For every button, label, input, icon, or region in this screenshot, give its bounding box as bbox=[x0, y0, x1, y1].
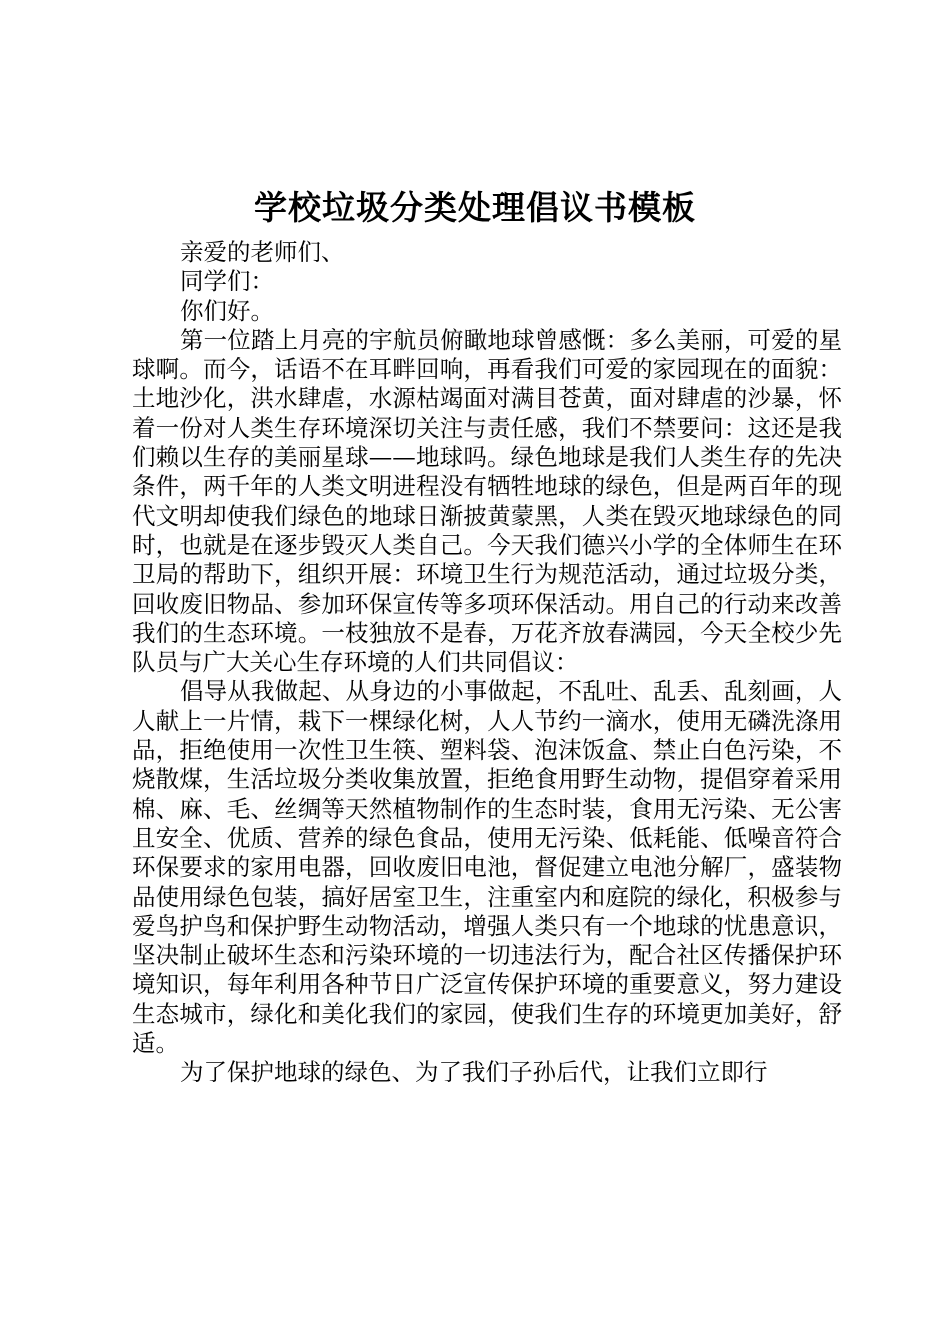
paragraph-proposal: 倡导从我做起、从身边的小事做起，不乱吐、乱丢、乱刻画，人人献上一片情，栽下一棵绿化树，人人节约一滴水，使用无磷洗涤用品，拒绝使用一次性卫生筷、塑料袋、泡沫饭盒、禁止白色污染，不烧散煤，生活垃圾分类收集放置，拒绝食用野生动物，提倡穿着采用棉、麻、毛、丝绸等天然植物制作的生态时装，食用无污染、无公害且安全、优质、营养的绿色食品，使用无污染、低耗能、低噪音符合环保要求的家用电器，回收废旧电池，督促建立电池分解厂，盛装物品使用绿色包装，搞好居室卫生，注重室内和庭院的绿化，积极参与爱鸟护鸟和保护野生动物活动，增强人类只有一个地球的忧患意识，坚决制止破坏生态和污染环境的一切违法行为，配合社区传播保护环境知识，每年利用各种节日广泛宣传保护环境的重要意义，努力建设生态城市，绿化和美化我们的家园，使我们生存的环境更加美好，舒适。 bbox=[132, 677, 842, 1058]
salutation-teachers: 亲爱的老师们、 bbox=[180, 238, 345, 266]
paragraph-intro: 第一位踏上月亮的宇航员俯瞰地球曾感慨：多么美丽，可爱的星球啊。而今，话语不在耳畔回响，再看我们可爱的家园现在的面貌：土地沙化，洪水肆虐，水源枯竭面对满目苍黄，面对肆虐的沙暴，怀着一份对人类生存环境深切关注与责任感，我们不禁要问：这还是我们赖以生存的美丽星球——地球吗。绿色地球是我们人类生存的先决条件，两千年的人类文明进程没有牺牲地球的绿色，但是两百年的现代文明却使我们绿色的地球日渐披黄蒙黑，人类在毁灭地球绿色的同时，也就是在逐步毁灭人类自己。今天我们德兴小学的全体师生在环卫局的帮助下，组织开展：环境卫生行为规范活动，通过垃圾分类，回收废旧物品、参加环保宣传等多项环保活动。用自己的行动来改善我们的生态环境。一枝独放不是春，万花齐放春满园，今天全校少先队员与广大关心生存环境的人们共同倡议： bbox=[132, 325, 842, 677]
paragraph-closing: 为了保护地球的绿色、为了我们子孙后代，让我们立即行 bbox=[180, 1058, 768, 1087]
salutation-students: 同学们： bbox=[180, 267, 274, 296]
document-body bbox=[132, 238, 842, 1088]
greeting: 你们好。 bbox=[180, 296, 274, 325]
document-title: 学校垃圾分类处理倡议书模板 bbox=[254, 188, 696, 227]
